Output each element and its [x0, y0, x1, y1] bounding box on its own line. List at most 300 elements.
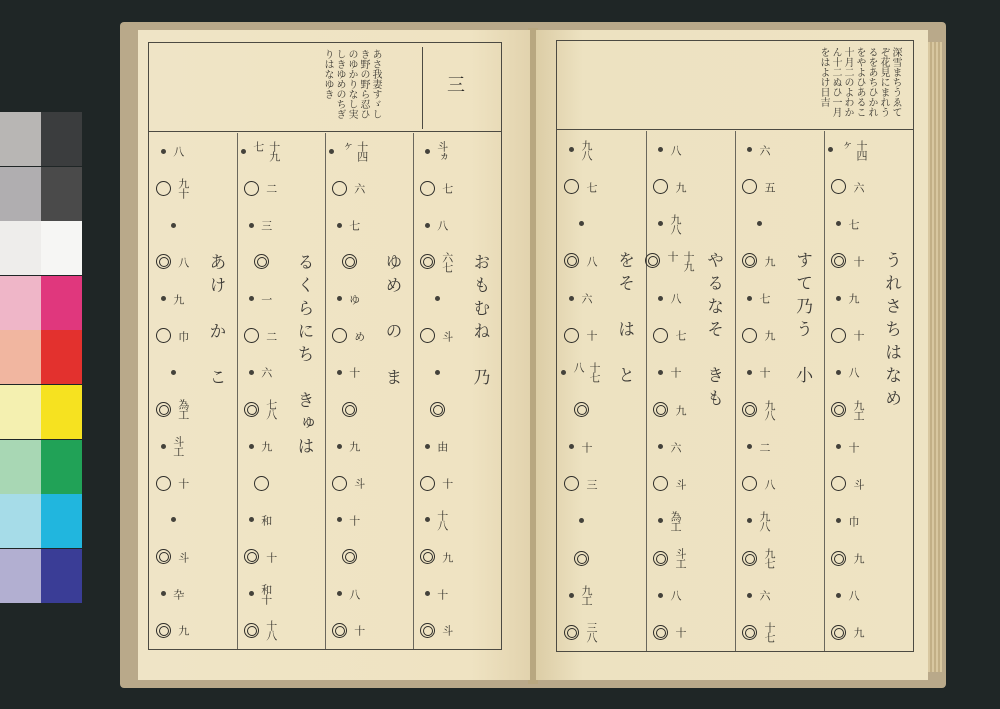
notation-cell	[658, 437, 683, 457]
small-dot-mark	[658, 296, 663, 301]
note-number: 八	[668, 590, 682, 601]
notation-cell	[742, 400, 777, 420]
color-swatch	[41, 221, 82, 275]
circle-mark	[831, 476, 846, 491]
note-number: 三	[259, 220, 273, 231]
header-poem-line: あさ我妻	[370, 49, 381, 89]
circle-mark	[742, 179, 757, 194]
notation-cell	[332, 620, 367, 640]
note-number: 十	[176, 478, 190, 489]
notation-cell	[831, 622, 866, 642]
notation-cell	[156, 178, 191, 198]
double-circle-mark	[342, 402, 357, 417]
notation-cell	[435, 289, 440, 309]
notation-cell	[831, 251, 866, 271]
note-number: 八	[584, 255, 598, 266]
notation-cell	[742, 622, 777, 642]
notation-cell	[747, 585, 772, 605]
notation-cell	[425, 436, 450, 456]
notation-cell	[658, 585, 683, 605]
notation-cell	[831, 400, 866, 420]
right-page	[536, 30, 928, 680]
note-number: 九八	[579, 139, 593, 160]
small-dot-mark	[241, 149, 246, 154]
notation-cell	[757, 214, 762, 234]
note-number: 十	[846, 441, 860, 452]
circle-mark	[254, 476, 269, 491]
notation-cell	[836, 214, 861, 234]
small-dot-mark	[425, 444, 430, 449]
double-circle-mark	[574, 551, 589, 566]
notation-cell	[342, 547, 357, 567]
small-dot-mark	[658, 221, 663, 226]
notation-cell	[161, 584, 186, 604]
header-poem-line: ゆかり	[346, 59, 357, 89]
small-dot-mark	[747, 370, 752, 375]
note-number: 九七	[762, 548, 776, 569]
notation-cell	[161, 289, 186, 309]
header-poem-line: かれを	[854, 47, 877, 117]
small-dot-mark	[161, 444, 166, 449]
small-dot-mark	[425, 517, 430, 522]
notation-cell	[254, 473, 269, 493]
notation-cell	[836, 437, 861, 457]
header-poem-line: 日吉	[818, 87, 829, 107]
notation-cell	[564, 622, 599, 642]
header-poem-line: 一月	[830, 97, 841, 117]
small-dot-mark	[836, 296, 841, 301]
color-swatch	[0, 385, 41, 439]
double-circle-mark	[564, 253, 579, 268]
notation-cell	[337, 436, 362, 456]
double-circle-mark	[742, 402, 757, 417]
note-number: 十八	[264, 620, 278, 641]
notation-cell	[836, 511, 861, 531]
note-number: 九	[851, 627, 865, 638]
notation-cell	[337, 510, 362, 530]
notation-cell	[244, 326, 279, 346]
double-circle-mark	[342, 254, 357, 269]
note-number: 八	[762, 478, 776, 489]
note-number: 六	[757, 144, 771, 155]
note-number: 十	[668, 367, 682, 378]
small-dot-mark	[435, 370, 440, 375]
notation-cell	[836, 362, 861, 382]
notation-cell	[561, 362, 602, 382]
calibration-row	[0, 385, 82, 439]
notation-cell	[249, 436, 274, 456]
notation-cell	[653, 622, 688, 642]
left-page-header	[149, 43, 501, 132]
calibration-row	[0, 330, 82, 384]
notation-cell	[831, 548, 866, 568]
mark-column	[237, 133, 285, 649]
circle-mark	[156, 328, 171, 343]
lyric-kana: をそ は と	[614, 251, 635, 389]
small-dot-mark	[249, 370, 254, 375]
header-divider	[422, 47, 423, 129]
left-page-table	[149, 133, 501, 649]
note-number: 和十	[259, 583, 273, 604]
note-number: 七	[846, 218, 860, 229]
double-circle-mark	[430, 402, 445, 417]
notation-cell	[564, 251, 599, 271]
notation-cell	[569, 437, 594, 457]
note-number: 十四ヶ	[838, 139, 868, 160]
notation-cell	[579, 511, 584, 531]
color-swatch	[0, 276, 41, 330]
notation-cell	[241, 141, 282, 161]
note-number: 七	[440, 183, 454, 194]
header-poem-line: ゆき	[322, 79, 333, 99]
note-number: 七	[347, 220, 361, 231]
note-number: 九八	[668, 213, 682, 234]
small-dot-mark	[249, 591, 254, 596]
note-number: 六	[851, 181, 865, 192]
double-circle-mark	[653, 625, 668, 640]
left-header-poem	[321, 49, 381, 127]
note-number: 九	[171, 293, 185, 304]
left-page-frame	[148, 42, 502, 650]
notation-cell	[254, 252, 269, 272]
note-number: 斗	[440, 330, 454, 341]
header-poem-line: まれうるを	[866, 47, 889, 117]
small-dot-mark	[836, 518, 841, 523]
right-page-header	[557, 41, 913, 130]
note-number: 十	[435, 588, 449, 599]
notation-cell	[658, 511, 683, 531]
double-circle-mark	[244, 549, 259, 564]
header-poem-line: はな	[322, 59, 333, 79]
circle-mark	[332, 476, 347, 491]
notation-cell	[161, 141, 186, 161]
note-number: 九	[440, 551, 454, 562]
notation-cell	[244, 399, 279, 419]
notation-cell	[564, 474, 599, 494]
notation-cell	[747, 437, 772, 457]
double-circle-mark	[420, 623, 435, 638]
note-number: 斗	[440, 625, 454, 636]
small-dot-mark	[249, 296, 254, 301]
small-dot-mark	[569, 147, 574, 152]
notation-cell	[742, 177, 777, 197]
lyric-kana: おもむね 乃	[469, 253, 490, 391]
note-number: 十	[673, 627, 687, 638]
double-circle-mark	[831, 253, 846, 268]
color-swatch	[41, 276, 82, 330]
header-poem-line: 十二	[830, 57, 841, 77]
double-circle-mark	[244, 623, 259, 638]
notation-cell	[332, 473, 367, 493]
notation-cell	[249, 215, 274, 235]
double-circle-mark	[742, 625, 757, 640]
note-number: 和	[259, 514, 273, 525]
notation-cell	[337, 584, 362, 604]
small-dot-mark	[561, 370, 566, 375]
notation-cell	[156, 252, 191, 272]
note-number: 七	[673, 330, 687, 341]
notation-cell	[836, 585, 861, 605]
notation-cell	[342, 252, 357, 272]
note-number: 八	[668, 293, 682, 304]
small-dot-mark	[828, 147, 833, 152]
note-number: 六	[757, 590, 771, 601]
header-poem-line: わかん	[830, 47, 853, 117]
circle-mark	[831, 179, 846, 194]
note-number: 十	[352, 625, 366, 636]
notation-cell	[653, 548, 688, 568]
color-swatch	[41, 494, 82, 548]
note-number: 為工	[668, 510, 682, 531]
note-number: 由	[435, 441, 449, 452]
double-circle-mark	[156, 254, 171, 269]
double-circle-mark	[653, 551, 668, 566]
note-number: 十	[757, 367, 771, 378]
notation-cell	[329, 141, 370, 161]
note-number: 九	[762, 255, 776, 266]
notation-cell	[156, 326, 191, 346]
note-number: 斗工	[171, 436, 185, 457]
small-dot-mark	[171, 370, 176, 375]
notation-cell	[564, 325, 599, 345]
note-number: 六	[668, 441, 682, 452]
note-number: 十	[264, 551, 278, 562]
note-number: 七八	[264, 399, 278, 420]
note-number: 八	[846, 367, 860, 378]
note-number: 二	[757, 441, 771, 452]
header-poem-line: あるこ	[854, 87, 865, 117]
note-number: 斗ヵ	[435, 141, 449, 162]
small-dot-mark	[337, 591, 342, 596]
note-number: 十	[347, 367, 361, 378]
notation-cell	[249, 510, 274, 530]
notation-cell	[171, 215, 176, 235]
note-number: 十	[440, 478, 454, 489]
note-number: 九	[259, 441, 273, 452]
small-dot-mark	[425, 591, 430, 596]
notation-cell	[653, 474, 688, 494]
note-number: 九	[762, 330, 776, 341]
notation-cell	[653, 325, 688, 345]
small-dot-mark	[836, 593, 841, 598]
notation-cell	[569, 585, 594, 605]
note-number: ゆ	[347, 293, 361, 304]
header-poem-line: すゞしき野	[358, 49, 381, 119]
note-number: 九八	[762, 399, 776, 420]
circle-mark	[332, 181, 347, 196]
small-dot-mark	[747, 518, 752, 523]
circle-mark	[831, 328, 846, 343]
color-swatch	[41, 440, 82, 494]
small-dot-mark	[161, 591, 166, 596]
notation-cell	[337, 289, 362, 309]
small-dot-mark	[747, 593, 752, 598]
small-dot-mark	[747, 147, 752, 152]
header-poem-line: よけ	[818, 67, 829, 87]
mark-column	[413, 133, 461, 649]
note-number: 九	[673, 181, 687, 192]
small-dot-mark	[329, 149, 334, 154]
double-circle-mark	[244, 402, 259, 417]
note-number: 十七	[762, 622, 776, 643]
notation-cell	[156, 620, 191, 640]
notation-cell	[342, 399, 357, 419]
double-circle-mark	[564, 625, 579, 640]
note-number: 九	[176, 625, 190, 636]
note-number: 八	[171, 146, 185, 157]
lyric-kana: うれさちはなめ	[881, 251, 902, 412]
double-circle-mark	[156, 402, 171, 417]
small-dot-mark	[337, 370, 342, 375]
color-swatch	[0, 494, 41, 548]
double-circle-mark	[645, 253, 660, 268]
double-circle-mark	[831, 551, 846, 566]
double-circle-mark	[831, 402, 846, 417]
color-swatch	[0, 221, 41, 275]
note-number: 一	[259, 293, 273, 304]
notation-cell	[420, 326, 455, 346]
notation-cell	[244, 620, 279, 640]
notation-cell	[658, 288, 683, 308]
note-number: 八	[176, 256, 190, 267]
small-dot-mark	[425, 149, 430, 154]
small-dot-mark	[569, 296, 574, 301]
note-number: 二	[264, 330, 278, 341]
notation-cell	[658, 214, 683, 234]
small-dot-mark	[249, 517, 254, 522]
mark-column	[325, 133, 373, 649]
circle-mark	[420, 328, 435, 343]
circle-mark	[420, 476, 435, 491]
header-poem-line: あちひ	[866, 67, 877, 97]
note-number: 三八	[584, 622, 598, 643]
notation-cell	[156, 473, 191, 493]
notation-cell	[420, 547, 455, 567]
circle-mark	[244, 181, 259, 196]
small-dot-mark	[249, 223, 254, 228]
small-dot-mark	[171, 223, 176, 228]
small-dot-mark	[658, 593, 663, 598]
circle-mark	[156, 181, 171, 196]
header-poem-line: まちうゑて	[890, 67, 901, 117]
calibration-row	[0, 549, 82, 603]
note-number: 六	[352, 183, 366, 194]
note-number: 三	[584, 478, 598, 489]
note-number: 巾	[846, 515, 860, 526]
note-number: 九八	[757, 510, 771, 531]
mark-column	[735, 131, 784, 651]
color-swatch	[0, 549, 41, 603]
lyric-kana: るくらにち きゅは	[293, 253, 314, 460]
notation-cell	[831, 325, 866, 345]
header-poem-line: なし	[346, 89, 357, 109]
lyric-kana: あけ か こ	[205, 253, 226, 391]
double-circle-mark	[653, 402, 668, 417]
note-number: 斗	[352, 478, 366, 489]
left-page	[138, 30, 530, 680]
right-header-poem	[817, 47, 901, 125]
page-edges	[928, 42, 942, 672]
small-dot-mark	[836, 221, 841, 226]
note-number: 六七	[440, 251, 454, 272]
notation-cell	[828, 140, 869, 160]
small-dot-mark	[658, 147, 663, 152]
double-circle-mark	[332, 623, 347, 638]
small-dot-mark	[658, 370, 663, 375]
notation-cell	[742, 325, 777, 345]
notation-cell	[425, 141, 450, 161]
double-circle-mark	[831, 625, 846, 640]
notation-cell	[425, 215, 450, 235]
note-number: 九	[846, 293, 860, 304]
small-dot-mark	[569, 444, 574, 449]
circle-mark	[742, 476, 757, 491]
note-number: 九	[851, 553, 865, 564]
mark-column	[646, 131, 695, 651]
notation-cell	[742, 474, 777, 494]
notation-cell	[574, 400, 589, 420]
header-poem-line: 忍ひの	[346, 49, 369, 119]
note-number: 八	[846, 590, 860, 601]
notation-cell	[171, 510, 176, 530]
color-swatch	[0, 167, 41, 221]
notation-cell	[645, 251, 696, 271]
notation-cell	[569, 140, 594, 160]
right-page-frame	[556, 40, 914, 652]
notation-cell	[658, 140, 683, 160]
note-number: 六	[579, 293, 593, 304]
notation-cell	[337, 215, 362, 235]
note-number: 十九十	[665, 250, 695, 271]
circle-mark	[564, 476, 579, 491]
small-dot-mark	[579, 221, 584, 226]
small-dot-mark	[658, 518, 663, 523]
notation-cell	[332, 326, 367, 346]
double-circle-mark	[420, 254, 435, 269]
notation-cell	[658, 362, 683, 382]
color-swatch	[41, 112, 82, 166]
note-number: 九	[347, 441, 361, 452]
header-poem-line: 実しき	[334, 49, 357, 119]
calibration-row	[0, 167, 82, 221]
small-dot-mark	[747, 296, 752, 301]
circle-mark	[156, 476, 171, 491]
small-dot-mark	[171, 517, 176, 522]
note-number: 九	[673, 404, 687, 415]
notation-cell	[742, 251, 777, 271]
calibration-row	[0, 440, 82, 494]
note-number: 巾	[176, 330, 190, 341]
notation-cell	[156, 547, 191, 567]
note-number: 為工	[176, 399, 190, 420]
note-number: 十	[584, 330, 598, 341]
color-swatch	[41, 167, 82, 221]
double-circle-mark	[342, 549, 357, 564]
notation-cell	[420, 473, 455, 493]
note-number: 七	[757, 293, 771, 304]
notation-cell	[244, 178, 279, 198]
notation-cell	[244, 547, 279, 567]
small-dot-mark	[836, 370, 841, 375]
notation-cell	[747, 140, 772, 160]
notation-cell	[420, 620, 455, 640]
note-number: 卆	[171, 588, 185, 599]
double-circle-mark	[742, 253, 757, 268]
circle-mark	[653, 476, 668, 491]
notation-cell	[747, 511, 772, 531]
small-dot-mark	[836, 444, 841, 449]
color-swatch	[0, 440, 41, 494]
